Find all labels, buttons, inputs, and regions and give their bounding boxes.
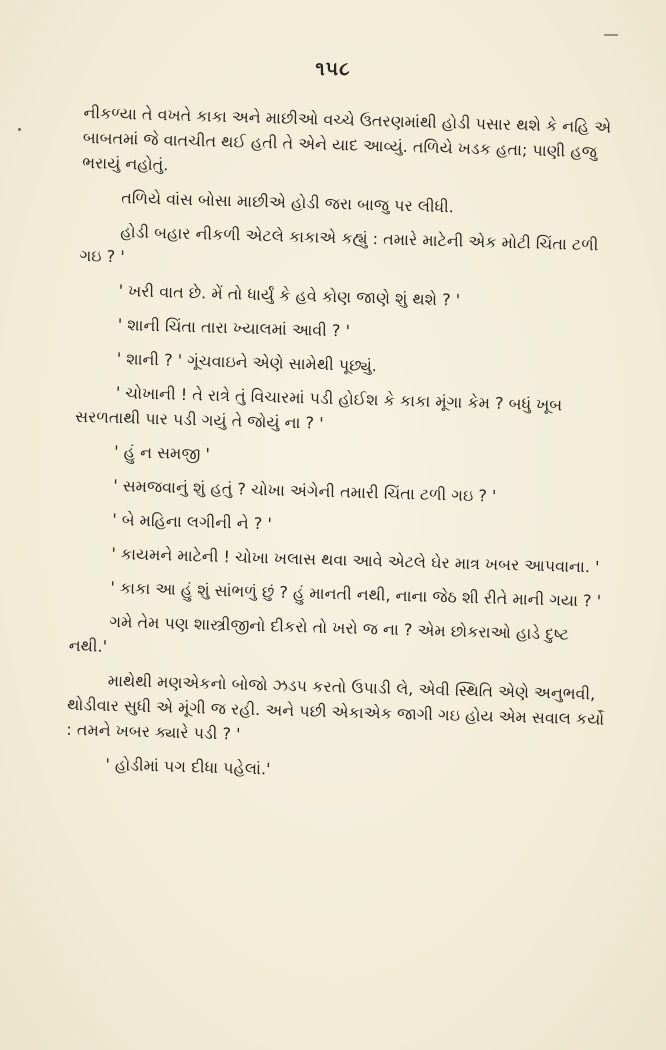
paragraph-7: ' ચોખાની ! તે રાત્રે તું વિચારમાં પડી હોઈશ કે કાકા મૂંગા કેમ ? બધું ખૂબ સરળતાથી પાર પડી ગયું તે જોયું ના ? ' — [74, 383, 563, 433]
paragraph-8: ' હું ન સમજી ' — [113, 441, 211, 464]
paragraph-1: નીકળ્યા તે વખતે કાકા અને માછીઓ વચ્ચે ઉતરણમાંથી હોડી પસાર થશે કે નહિ એ બાબતમાં જે વાતચીત થઈ હતી તે એને યાદ આવ્યું. તળિયે ખડક હતા; પાણી હજુ ભરાયું નહોતું. — [81, 102, 612, 175]
paragraph-9: ' સમજવાનું શું હતું ? ચોખા અંગેની તમારી ચિંતા ટળી ગઇ ? ' — [112, 475, 497, 506]
paragraph-4: ' ખરી વાત છે. મેં તો ધાર્યું કે હવે કોણ જાણે શું થશે ? ' — [118, 281, 461, 310]
paragraph-13: ગમે તેમ પણ શાસ્ત્રીજીનો દીકરો તો ખરો જ ના ? એમ છોકરાઓ હાડે દુષ્ટ નથી.' — [68, 611, 570, 656]
paper-speck — [18, 128, 21, 131]
paragraph-14: માથેથી મણએકનો બોજો ઝડપ કરતો ઉપાડી લે, એવી સ્થિતિ એણે અનુભવી, થોડીવાર સુધી એ મૂંગી જ રહી. અને પછી એકાએક જાગી ગઇ હોય એમ સવાલ કર્યો : તમને ખબર ક્યારે પડી ? ' — [66, 670, 605, 744]
text-block — [65, 100, 624, 800]
paragraph-6: ' શાની ? ' ગૂંચવાઇને એણે સામેથી પૂછ્યું. — [116, 349, 378, 376]
corner-mark — [604, 34, 618, 36]
paragraph-10: ' બે મહિના લગીની ને ? ' — [112, 509, 273, 534]
paragraph-2: તળિયે વાંસ બોસા માછીએ હોડી જરા બાજુ પર લીધી. — [121, 188, 455, 217]
page-number: ૧૫૮ — [315, 58, 351, 80]
paragraph-12: ' કાકા આ હું શું સાંભળું છું ? હું માનતી નથી, નાના જેઠ શી રીતે માની ગયા ? ' — [110, 577, 602, 611]
paragraph-11: ' કાયમને માટેની ! ચોખા ખલાસ થવા આવે એટલે ઘેર માત્ર ખબર આપવાના. ' — [111, 543, 600, 577]
paragraph-3: હોડી બહાર નીકળી એટલે કાકાએ કહ્યું : તમારે માટેની એક મોટી ચિંતા ટળી ગઇ ? ' — [79, 222, 599, 267]
paragraph-15: ' હોડીમાં પગ દીધા પહેલાં.' — [105, 754, 271, 779]
paragraph-5: ' શાની ચિંતા તારા ખ્યાલમાં આવી ? ' — [117, 315, 351, 341]
